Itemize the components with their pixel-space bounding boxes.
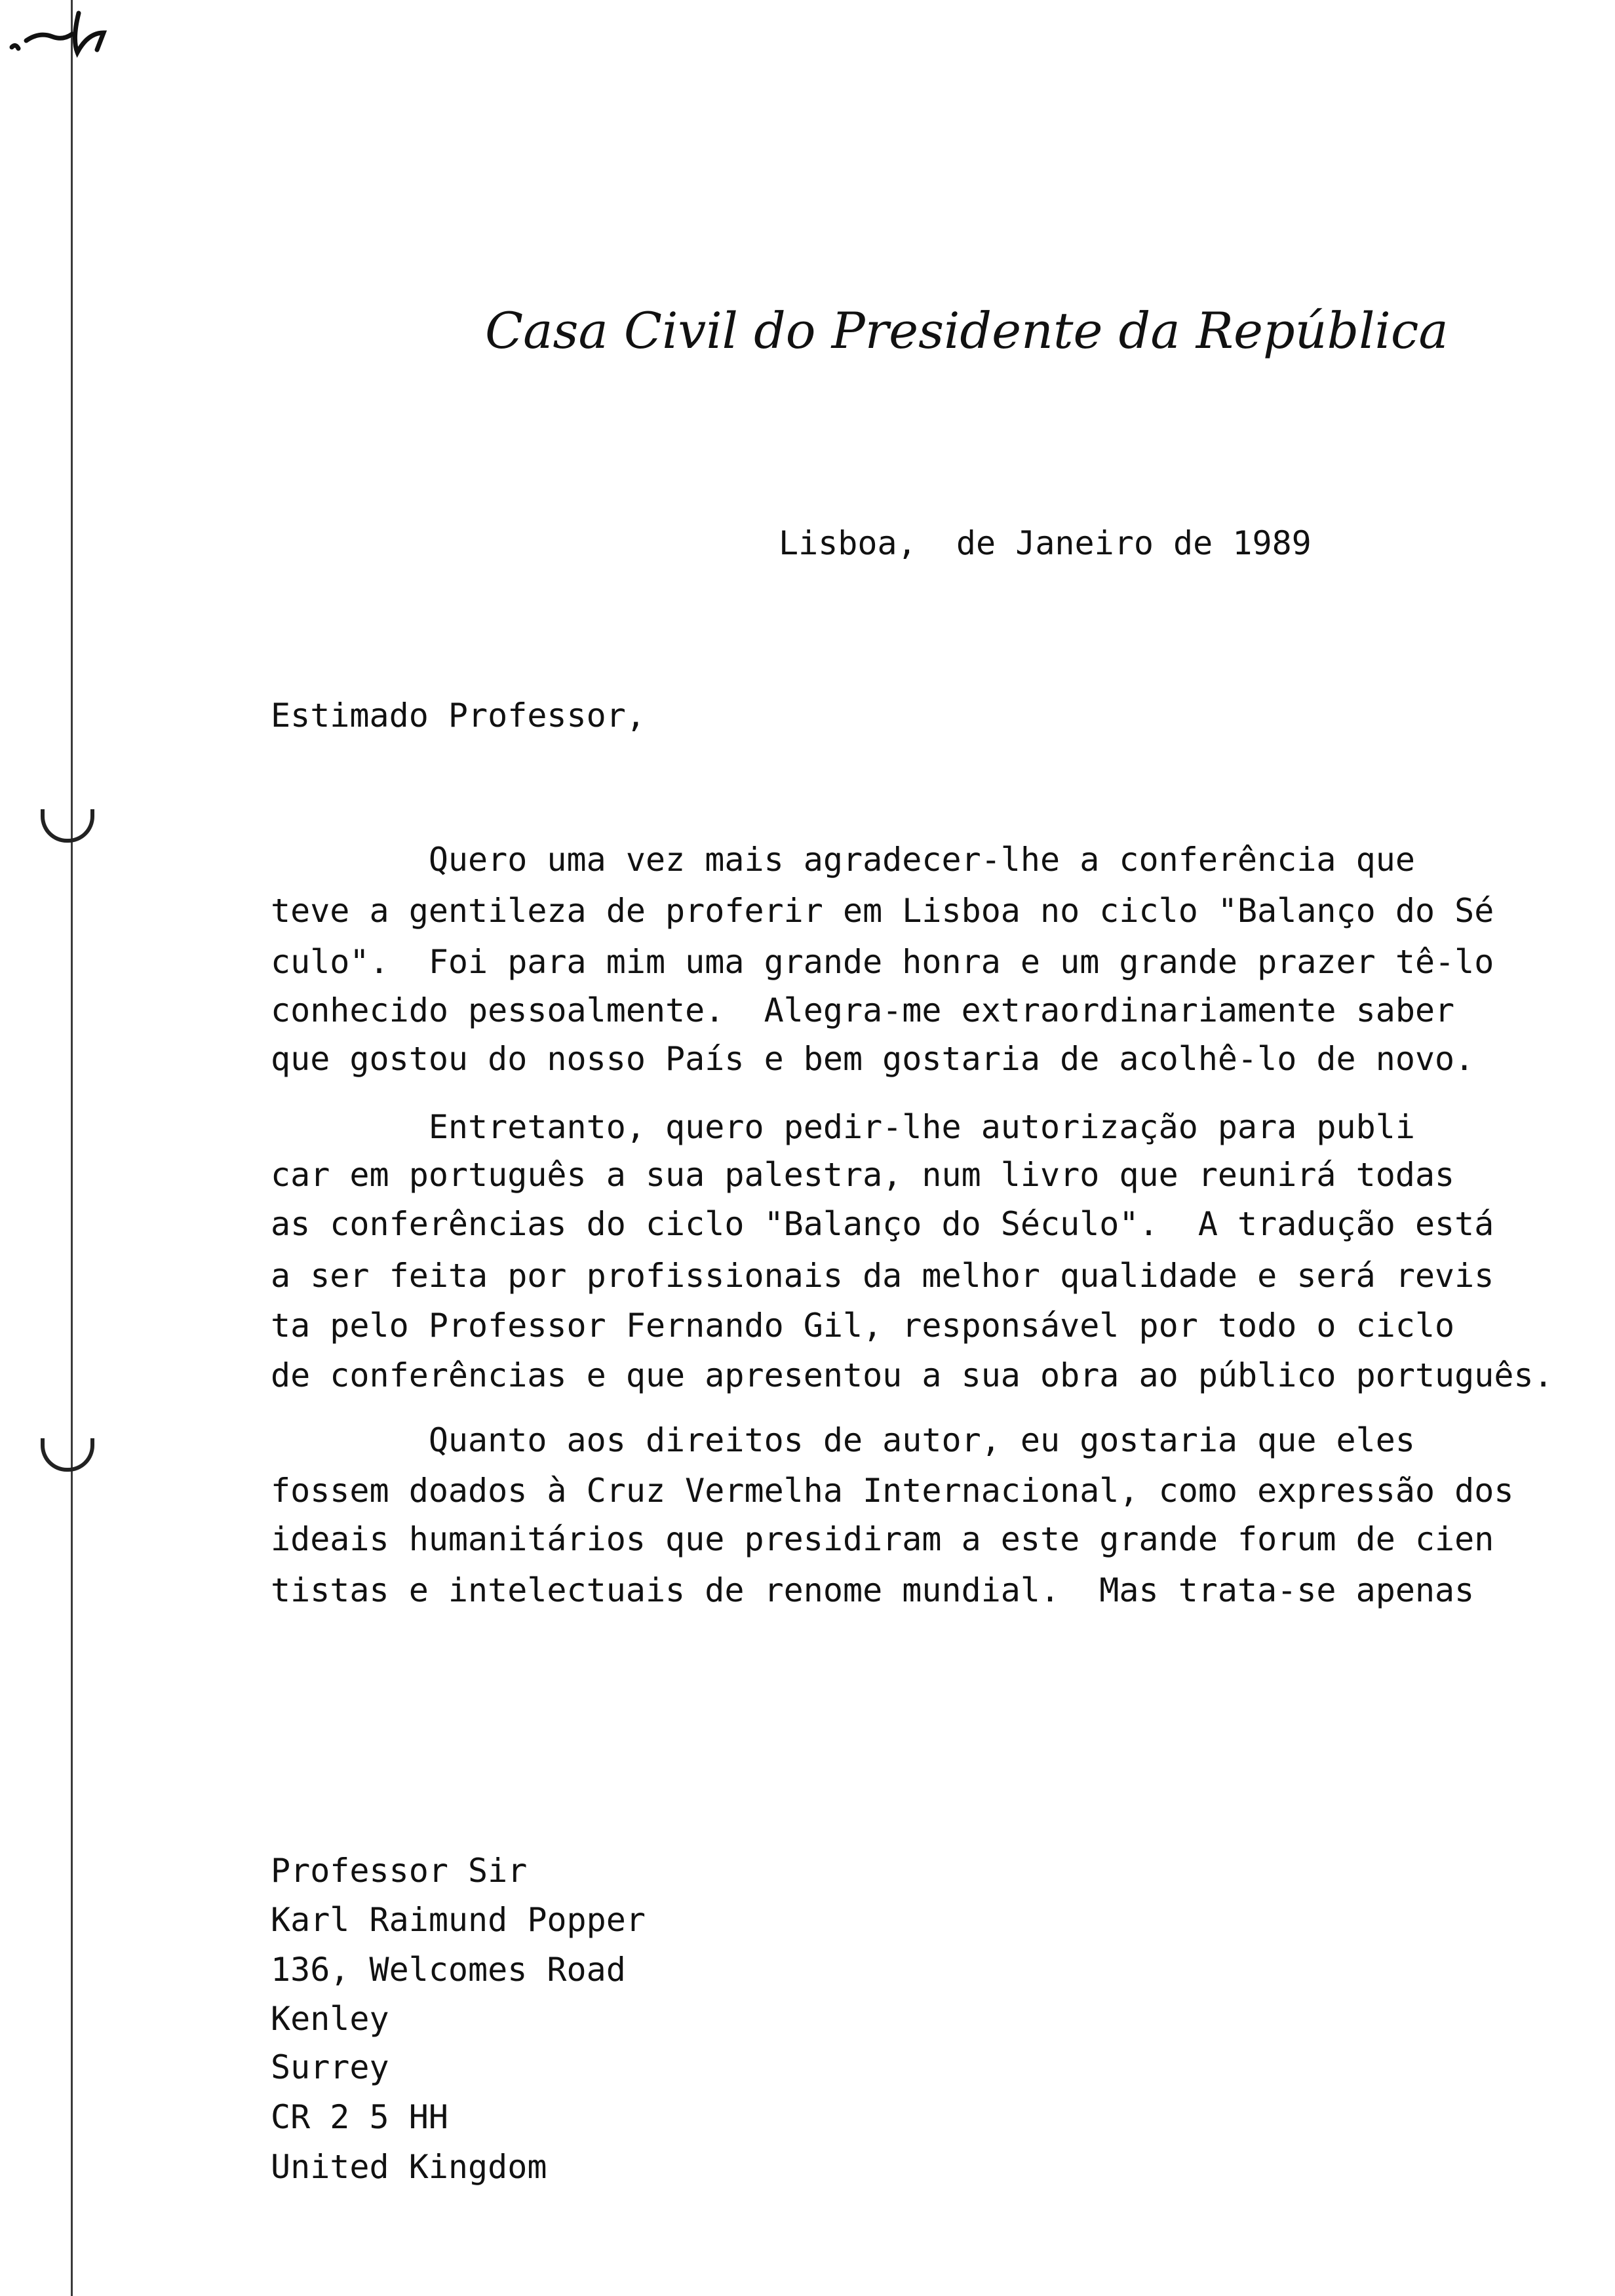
body-line: culo". Foi para mim uma grande honra e um grande prazer tê-lo [271,943,1494,981]
body-line: Quanto aos direitos de autor, eu gostaria que eles [271,1421,1415,1459]
address-line: Kenley [271,2000,389,2038]
punch-hole-mark-lower [41,1438,94,1472]
body-line: ideais humanitários que presidiram a este grande forum de cien [271,1520,1494,1558]
address-line: Professor Sir [271,1852,528,1890]
body-line: tistas e intelectuais de renome mundial. Mas trata-se apenas [271,1571,1475,1609]
body-line: conhecido pessoalmente. Alegra-me extraordinariamente saber [271,991,1455,1029]
letterhead [485,301,1449,373]
binding-line [71,0,73,2296]
body-line: as conferências do ciclo "Balanço do Século". A tradução está [271,1205,1494,1243]
body-line: ta pelo Professor Fernando Gil, responsável por todo o ciclo [271,1307,1455,1345]
salutation: Estimado Professor, [271,697,646,735]
letterhead-script: Casa Civil do Presidente da República [485,301,1449,360]
address-line: United Kingdom [271,2148,547,2186]
body-line: Entretanto, quero pedir-lhe autorização para publi [271,1108,1415,1146]
body-line: car em português a sua palestra, num livro que reunirá todas [271,1156,1455,1194]
address-line: Karl Raimund Popper [271,1901,646,1939]
body-line: fossem doados à Cruz Vermelha Internacional, como expressão dos [271,1472,1514,1510]
body-line: de conferências e que apresentou a sua obra ao público português. [271,1356,1553,1394]
punch-hole-mark-upper [41,809,94,843]
body-line: a ser feita por profissionais da melhor qualidade e será revis [271,1257,1494,1295]
body-line: teve a gentileza de proferir em Lisboa no ciclo "Balanço do Sé [271,892,1494,930]
address-line: 136, Welcomes Road [271,1951,626,1989]
body-line: Quero uma vez mais agradecer-lhe a conferência que [271,841,1415,879]
dateline: Lisboa, de Janeiro de 1989 [779,524,1312,562]
address-line: Surrey [271,2048,389,2086]
corner-scribble [7,7,118,59]
body-line: que gostou do nosso País e bem gostaria de acolhê-lo de novo. [271,1040,1475,1078]
address-line: CR 2 5 HH [271,2098,448,2136]
